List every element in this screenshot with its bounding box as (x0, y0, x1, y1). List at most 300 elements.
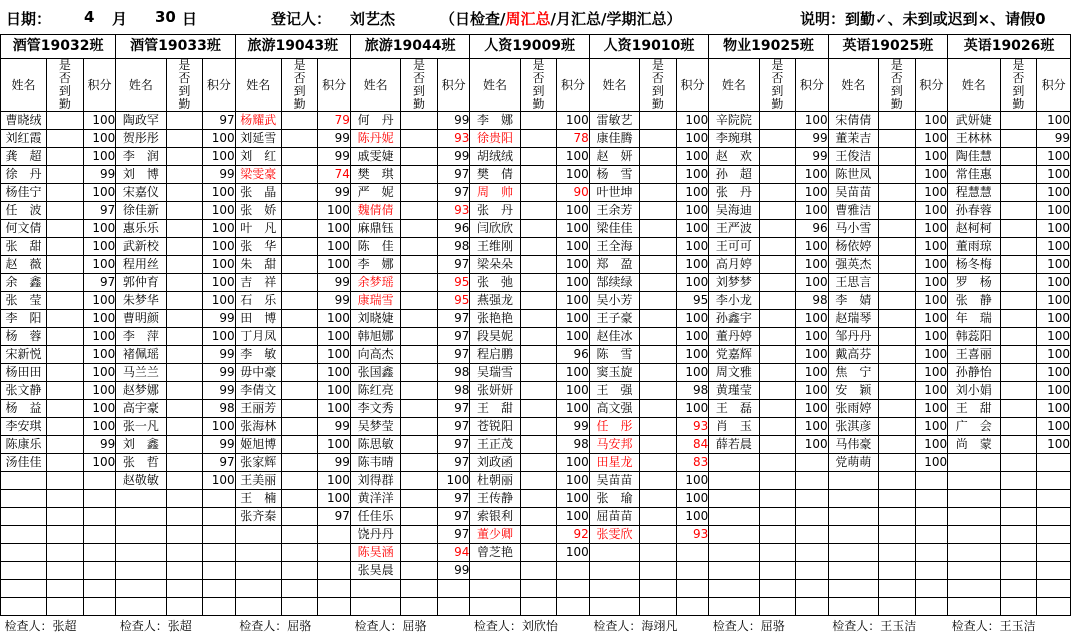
score-cell: 100 (676, 166, 709, 184)
score-cell: 100 (318, 490, 351, 508)
score-cell: 99 (437, 112, 470, 130)
attendance-cell (520, 400, 557, 418)
student-name: 安 颖 (828, 382, 878, 400)
table-row (1, 148, 1071, 166)
attendance-cell (401, 472, 438, 490)
score-cell (1037, 544, 1071, 562)
score-cell: 100 (796, 346, 829, 364)
student-name: 周文雅 (709, 364, 759, 382)
student-name (709, 454, 759, 472)
student-name: 梁佳佳 (589, 220, 639, 238)
score-cell (915, 508, 948, 526)
score-cell: 100 (676, 202, 709, 220)
student-name: 张家辉 (235, 454, 281, 472)
student-name: 张 静 (948, 292, 1000, 310)
student-name: 郑 盈 (589, 256, 639, 274)
student-name (828, 472, 878, 490)
attendance-cell (759, 490, 796, 508)
score-cell (796, 580, 829, 598)
student-name (235, 544, 281, 562)
checker-name: 检查人：王玉洁 (948, 616, 1071, 638)
student-name: 王子豪 (589, 310, 639, 328)
student-name: 张 莹 (1, 292, 47, 310)
student-name: 董丹婷 (709, 328, 759, 346)
name-column-header: 姓名 (1, 59, 47, 112)
student-name: 胡绒绒 (470, 148, 520, 166)
attend-column-header: 是否到勤 (878, 59, 915, 112)
score-cell: 100 (1037, 166, 1071, 184)
score-cell: 99 (203, 346, 236, 364)
student-name: 韩蕊阳 (948, 328, 1000, 346)
attendance-cell (166, 184, 203, 202)
student-name: 张艳艳 (470, 310, 520, 328)
score-cell (915, 544, 948, 562)
student-name: 赵 欢 (709, 148, 759, 166)
student-name: 吴苗苗 (589, 472, 639, 490)
attendance-cell (640, 436, 677, 454)
score-cell: 95 (437, 292, 470, 310)
attendance-cell (640, 220, 677, 238)
score-cell: 97 (437, 400, 470, 418)
score-cell: 100 (318, 400, 351, 418)
score-cell (203, 508, 236, 526)
score-cell: 100 (437, 472, 470, 490)
attendance-cell (640, 346, 677, 364)
score-cell: 100 (796, 400, 829, 418)
attendance-cell (759, 166, 796, 184)
student-name: 张 丹 (709, 184, 759, 202)
attendance-cell (640, 184, 677, 202)
student-name: 何文倩 (1, 220, 47, 238)
attendance-cell (1000, 400, 1037, 418)
student-name (116, 490, 166, 508)
student-name (709, 544, 759, 562)
score-cell: 100 (915, 130, 948, 148)
score-cell: 97 (203, 112, 236, 130)
attendance-cell (640, 328, 677, 346)
attendance-cell (520, 346, 557, 364)
table-row (1, 202, 1071, 220)
attendance-cell (640, 130, 677, 148)
score-cell: 100 (796, 382, 829, 400)
attendance-cell (281, 220, 318, 238)
attend-column-header: 是否到勤 (759, 59, 796, 112)
table-row (1, 580, 1071, 598)
score-column-header: 积分 (796, 59, 829, 112)
score-cell: 100 (915, 256, 948, 274)
score-cell: 100 (915, 148, 948, 166)
student-name: 任 波 (1, 202, 47, 220)
attendance-cell (1000, 238, 1037, 256)
student-name: 杨耀武 (235, 112, 281, 130)
attendance-cell (520, 472, 557, 490)
attendance-cell (281, 184, 318, 202)
score-cell: 97 (437, 490, 470, 508)
student-name: 饶丹丹 (350, 526, 400, 544)
score-cell: 96 (437, 220, 470, 238)
attendance-cell (47, 184, 84, 202)
score-cell: 100 (83, 256, 116, 274)
student-name: 王俊洁 (828, 148, 878, 166)
score-cell: 100 (915, 274, 948, 292)
score-cell: 97 (437, 346, 470, 364)
score-cell (83, 490, 116, 508)
attendance-cell (878, 328, 915, 346)
student-name: 吴苗苗 (828, 184, 878, 202)
student-name: 张淇彦 (828, 418, 878, 436)
attendance-cell (47, 580, 84, 598)
student-name: 徐 丹 (1, 166, 47, 184)
score-cell: 100 (557, 508, 590, 526)
attendance-cell (1000, 274, 1037, 292)
score-column-header: 积分 (437, 59, 470, 112)
student-name: 樊 倩 (470, 166, 520, 184)
student-name: 李 娜 (350, 256, 400, 274)
student-name: 宋嘉仪 (116, 184, 166, 202)
attendance-cell (759, 382, 796, 400)
table-row (1, 598, 1071, 616)
student-name (589, 562, 639, 580)
score-cell: 99 (318, 184, 351, 202)
student-name: 刘红霞 (1, 130, 47, 148)
attendance-cell (640, 454, 677, 472)
student-name: 宋新悦 (1, 346, 47, 364)
score-cell: 97 (437, 310, 470, 328)
attendance-cell (520, 418, 557, 436)
student-name (589, 544, 639, 562)
student-name (1, 598, 47, 616)
student-name: 屈苗苗 (589, 508, 639, 526)
score-cell: 99 (557, 418, 590, 436)
score-cell: 100 (676, 346, 709, 364)
attendance-cell (878, 382, 915, 400)
attendance-cell (759, 526, 796, 544)
student-name: 高宇豪 (116, 400, 166, 418)
attendance-cell (520, 112, 557, 130)
score-cell: 100 (83, 220, 116, 238)
score-cell: 97 (83, 274, 116, 292)
attendance-cell (401, 508, 438, 526)
score-column-header: 积分 (557, 59, 590, 112)
attendance-cell (281, 400, 318, 418)
attendance-cell (640, 166, 677, 184)
attendance-cell (640, 292, 677, 310)
score-cell: 100 (83, 418, 116, 436)
student-name: 孙 超 (709, 166, 759, 184)
student-name: 陈 雪 (589, 346, 639, 364)
class-name: 英语19025班 (828, 35, 947, 59)
student-name: 孙春蓉 (948, 202, 1000, 220)
student-name: 宋倩倩 (828, 112, 878, 130)
attendance-cell (878, 418, 915, 436)
score-cell: 93 (437, 202, 470, 220)
score-cell: 100 (203, 184, 236, 202)
score-cell: 97 (437, 166, 470, 184)
score-cell: 100 (83, 238, 116, 256)
score-cell: 97 (437, 256, 470, 274)
student-name: 王 磊 (709, 400, 759, 418)
attendance-cell (878, 598, 915, 616)
attendance-cell (759, 328, 796, 346)
score-cell (318, 526, 351, 544)
attendance-cell (401, 202, 438, 220)
score-cell: 97 (83, 202, 116, 220)
checker-name: 检查人：屈骆 (709, 616, 828, 638)
attendance-cell (281, 148, 318, 166)
name-column-header: 姓名 (948, 59, 1000, 112)
table-row (1, 526, 1071, 544)
student-name: 任 彤 (589, 418, 639, 436)
student-name: 李 润 (116, 148, 166, 166)
score-cell: 100 (557, 472, 590, 490)
table-row (1, 382, 1071, 400)
attendance-cell (878, 130, 915, 148)
score-cell: 100 (557, 310, 590, 328)
student-name (948, 472, 1000, 490)
student-name: 田星龙 (589, 454, 639, 472)
score-cell: 100 (915, 238, 948, 256)
score-cell: 100 (1037, 148, 1071, 166)
student-name (948, 490, 1000, 508)
student-name (470, 598, 520, 616)
score-cell: 100 (203, 130, 236, 148)
score-cell (915, 598, 948, 616)
score-cell: 100 (676, 130, 709, 148)
attendance-cell (1000, 112, 1037, 130)
table-row (1, 418, 1071, 436)
student-name: 张 晶 (235, 184, 281, 202)
score-cell: 100 (915, 310, 948, 328)
student-name: 李 娜 (470, 112, 520, 130)
student-name: 刘 博 (116, 166, 166, 184)
score-cell: 100 (318, 238, 351, 256)
student-name (948, 454, 1000, 472)
student-name: 陈思敏 (350, 436, 400, 454)
table-row (1, 328, 1071, 346)
student-name (589, 580, 639, 598)
attendance-cell (1000, 418, 1037, 436)
score-cell: 100 (1037, 418, 1071, 436)
student-name: 韩旭娜 (350, 328, 400, 346)
attendance-cell (1000, 256, 1037, 274)
attendance-cell (281, 364, 318, 382)
attendance-cell (640, 580, 677, 598)
student-name: 王 甜 (470, 400, 520, 418)
attendance-cell (759, 598, 796, 616)
student-name: 年 瑞 (948, 310, 1000, 328)
score-cell: 94 (437, 544, 470, 562)
score-cell: 100 (557, 364, 590, 382)
attendance-cell (401, 292, 438, 310)
score-cell (83, 508, 116, 526)
score-cell: 100 (557, 256, 590, 274)
student-name: 惠乐乐 (116, 220, 166, 238)
score-cell: 100 (676, 310, 709, 328)
student-name: 戚雯婕 (350, 148, 400, 166)
attendance-cell (166, 382, 203, 400)
name-column-header: 姓名 (709, 59, 759, 112)
student-name: 燕强龙 (470, 292, 520, 310)
score-cell (796, 454, 829, 472)
attendance-cell (1000, 472, 1037, 490)
score-cell: 100 (203, 274, 236, 292)
student-name: 李 阳 (1, 310, 47, 328)
table-row (1, 346, 1071, 364)
attendance-cell (1000, 346, 1037, 364)
name-column-header: 姓名 (589, 59, 639, 112)
score-cell: 100 (676, 220, 709, 238)
student-name: 王林林 (948, 130, 1000, 148)
student-name: 杨冬梅 (948, 256, 1000, 274)
attendance-cell (520, 274, 557, 292)
attendance-cell (520, 256, 557, 274)
score-cell: 100 (203, 292, 236, 310)
student-name: 孙鑫宇 (709, 310, 759, 328)
score-cell: 100 (318, 256, 351, 274)
score-cell: 100 (83, 454, 116, 472)
student-name: 张昊晨 (350, 562, 400, 580)
student-name: 张文静 (1, 382, 47, 400)
score-cell: 99 (437, 562, 470, 580)
student-name: 李 婧 (828, 292, 878, 310)
score-cell (203, 562, 236, 580)
student-name: 曹雅洁 (828, 202, 878, 220)
student-name: 高文强 (589, 400, 639, 418)
score-cell (1037, 490, 1071, 508)
student-name: 杨田田 (1, 364, 47, 382)
attendance-cell (281, 580, 318, 598)
attendance-cell (281, 130, 318, 148)
score-cell: 93 (676, 526, 709, 544)
student-name: 陶佳慧 (948, 148, 1000, 166)
score-cell: 100 (915, 184, 948, 202)
score-cell: 100 (915, 400, 948, 418)
attendance-cell (520, 598, 557, 616)
attendance-cell (759, 580, 796, 598)
score-cell: 100 (83, 328, 116, 346)
score-cell: 84 (676, 436, 709, 454)
score-cell: 98 (437, 364, 470, 382)
score-cell: 92 (557, 526, 590, 544)
student-name (948, 580, 1000, 598)
student-name: 王美丽 (235, 472, 281, 490)
student-name (116, 580, 166, 598)
attendance-cell (520, 238, 557, 256)
student-name: 郜续绿 (589, 274, 639, 292)
student-name: 吴梦莹 (350, 418, 400, 436)
attendance-cell (1000, 490, 1037, 508)
attendance-cell (640, 274, 677, 292)
student-name: 程用丝 (116, 256, 166, 274)
student-name: 赵敬敏 (116, 472, 166, 490)
score-cell: 100 (1037, 184, 1071, 202)
student-name: 张海林 (235, 418, 281, 436)
score-cell: 99 (318, 454, 351, 472)
student-name: 常佳惠 (948, 166, 1000, 184)
month-unit: 月 (112, 10, 128, 28)
attendance-cell (166, 346, 203, 364)
student-name (709, 598, 759, 616)
attendance-cell (878, 364, 915, 382)
student-name: 黄洋洋 (350, 490, 400, 508)
attendance-cell (401, 562, 438, 580)
class-name: 人资19009班 (470, 35, 589, 59)
score-cell: 100 (83, 130, 116, 148)
score-cell: 100 (557, 400, 590, 418)
attendance-cell (166, 508, 203, 526)
attendance-cell (166, 292, 203, 310)
score-cell (915, 472, 948, 490)
attendance-cell (401, 454, 438, 472)
attendance-cell (166, 472, 203, 490)
student-name: 周 帅 (470, 184, 520, 202)
attendance-cell (47, 310, 84, 328)
student-name: 董少卿 (470, 526, 520, 544)
attendance-cell (878, 562, 915, 580)
student-name: 姬旭博 (235, 436, 281, 454)
student-name: 马小雪 (828, 220, 878, 238)
attendance-cell (759, 418, 796, 436)
score-cell: 98 (437, 238, 470, 256)
score-cell: 100 (1037, 310, 1071, 328)
student-name: 曹晓绒 (1, 112, 47, 130)
student-name: 焦 宁 (828, 364, 878, 382)
student-name: 郭仲育 (116, 274, 166, 292)
attendance-cell (47, 490, 84, 508)
score-cell (796, 490, 829, 508)
attendance-cell (1000, 328, 1037, 346)
student-name: 吴瑞雪 (470, 364, 520, 382)
attendance-cell (166, 328, 203, 346)
student-name: 陈世凤 (828, 166, 878, 184)
student-name (828, 526, 878, 544)
attendance-cell (401, 490, 438, 508)
table-row (1, 454, 1071, 472)
attend-column-header: 是否到勤 (640, 59, 677, 112)
student-name: 吉 祥 (235, 274, 281, 292)
attendance-cell (281, 418, 318, 436)
attendance-cell (759, 454, 796, 472)
attendance-cell (520, 580, 557, 598)
score-cell: 99 (318, 148, 351, 166)
student-name: 张 弛 (470, 274, 520, 292)
score-cell: 74 (318, 166, 351, 184)
attendance-cell (401, 256, 438, 274)
score-cell: 100 (318, 436, 351, 454)
score-column-header: 积分 (83, 59, 116, 112)
student-name: 赵梦娜 (116, 382, 166, 400)
score-cell (318, 580, 351, 598)
attendance-cell (401, 598, 438, 616)
attendance-cell (759, 472, 796, 490)
student-name: 王正茂 (470, 436, 520, 454)
attendance-cell (47, 472, 84, 490)
score-cell: 100 (915, 346, 948, 364)
student-name (828, 490, 878, 508)
score-cell (796, 562, 829, 580)
student-name: 杨 雪 (589, 166, 639, 184)
table-row (1, 544, 1071, 562)
student-name: 董雨琼 (948, 238, 1000, 256)
score-cell: 100 (203, 148, 236, 166)
student-name: 高月婷 (709, 256, 759, 274)
score-column-header: 积分 (676, 59, 709, 112)
table-row (1, 274, 1071, 292)
student-name: 康佳腾 (589, 130, 639, 148)
score-cell (676, 562, 709, 580)
attendance-cell (47, 454, 84, 472)
student-name: 王 强 (589, 382, 639, 400)
